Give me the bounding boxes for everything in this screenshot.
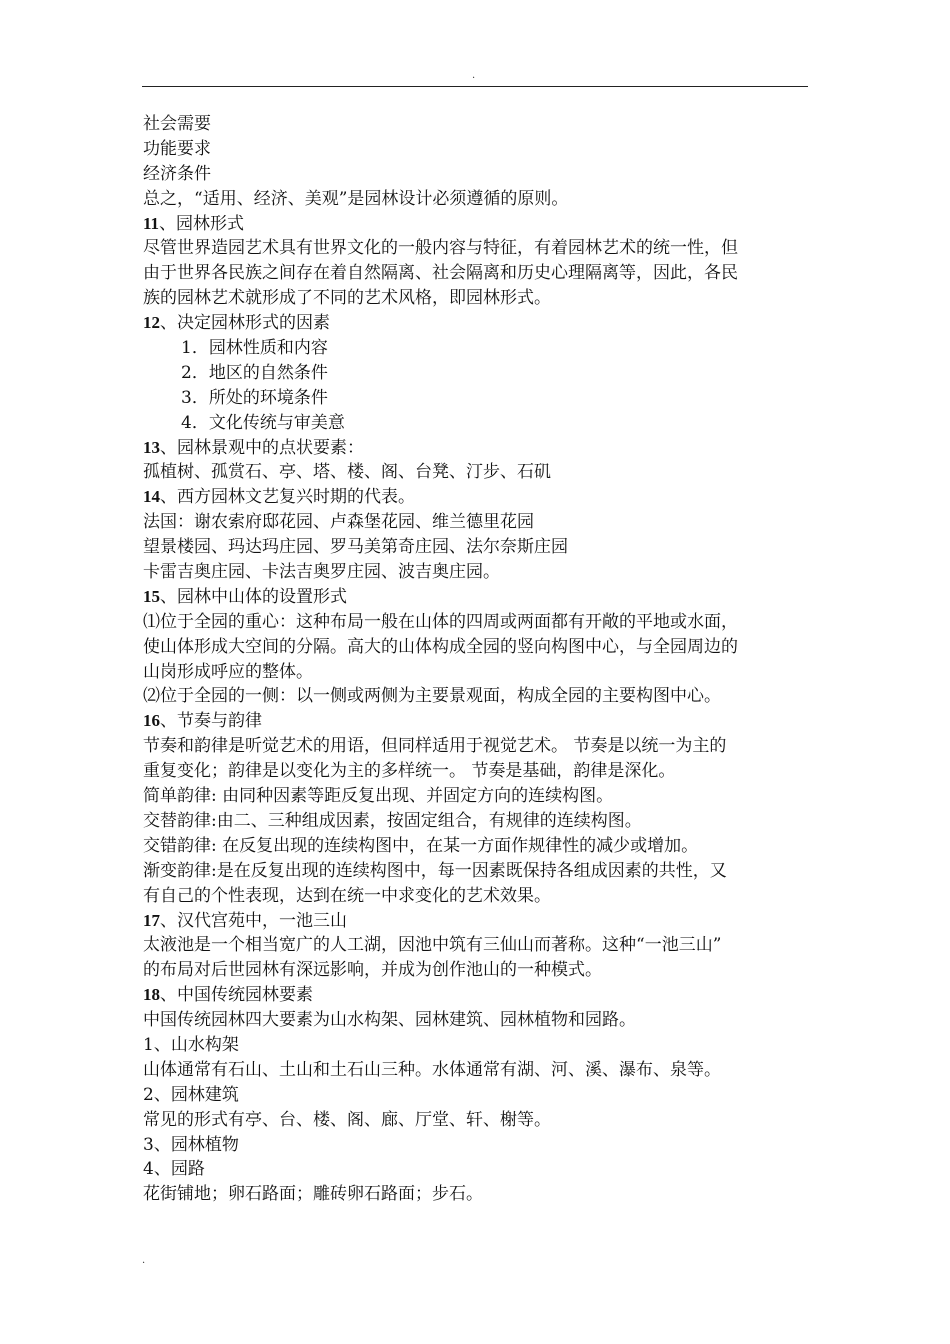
line-text: 简单韵律: 由同种因素等距反复出现、并固定方向的连续构图。 xyxy=(143,786,614,807)
line-text: 、西方园林文艺复兴时期的代表。 xyxy=(160,487,415,508)
line-text: 卡雷吉奥庄园、卡法吉奥罗庄园、波吉奥庄园。 xyxy=(143,562,500,583)
section-heading xyxy=(143,212,811,237)
text-line xyxy=(143,809,811,834)
text-line xyxy=(143,162,811,187)
section-number: 12 xyxy=(143,313,160,333)
text-line xyxy=(143,187,811,212)
line-text: 尽管世界造园艺术具有世界文化的一般内容与特征，有着园林艺术的统一性，但 xyxy=(143,238,738,259)
text-line xyxy=(143,1083,811,1108)
line-text: 有自己的个性表现，达到在统一中求变化的艺术效果。 xyxy=(143,885,551,906)
line-text: 常见的形式有亭、台、楼、阁、廊、厅堂、轩、榭等。 xyxy=(143,1109,551,1130)
text-line xyxy=(143,1182,811,1207)
line-text: 望景楼园、玛达玛庄园、罗马美第奇庄园、法尔奈斯庄园 xyxy=(143,537,568,558)
line-text: 2、园林建筑 xyxy=(143,1084,239,1105)
section-number: 18 xyxy=(143,985,160,1005)
line-text: 渐变韵律:是在反复出现的连续构图中，每一因素既保持各组成因素的共性，又 xyxy=(143,860,727,881)
list-item xyxy=(143,361,811,386)
text-line xyxy=(143,1008,811,1033)
line-text: 使山体形成大空间的分隔。高大的山体构成全园的竖向构图中心，与全园周边的 xyxy=(143,636,738,657)
line-text: 、中国传统园林要素 xyxy=(160,985,313,1006)
document-body xyxy=(143,112,811,1207)
line-text: ⑵位于全园的一侧：以一侧或两侧为主要景观面，构成全园的主要构图中心。 xyxy=(143,686,721,707)
text-line xyxy=(143,884,811,909)
line-text: 太液池是一个相当宽广的人工湖，因池中筑有三仙山而著称。这种“一池三山” xyxy=(143,935,722,956)
text-line xyxy=(143,759,811,784)
text-line xyxy=(143,834,811,859)
text-line xyxy=(143,784,811,809)
text-line xyxy=(143,734,811,759)
section-heading xyxy=(143,436,811,461)
text-line xyxy=(143,660,811,685)
text-line xyxy=(143,933,811,958)
line-text: 1、山水构架 xyxy=(143,1034,239,1055)
text-line xyxy=(143,560,811,585)
line-text: 山岗形成呼应的整体。 xyxy=(143,661,313,682)
section-heading xyxy=(143,709,811,734)
text-line xyxy=(143,610,811,635)
text-line xyxy=(143,1033,811,1058)
line-text: 法国：谢农索府邸花园、卢森堡花园、维兰德里花园 xyxy=(143,512,534,533)
line-text: 社会需要 xyxy=(143,114,211,134)
line-text: 孤植树、孤赏石、亭、塔、楼、阁、台凳、汀步、石矶 xyxy=(143,462,551,483)
header-mark: . xyxy=(472,70,476,81)
header-rule xyxy=(142,86,808,87)
section-heading xyxy=(143,909,811,934)
section-heading xyxy=(143,585,811,610)
line-text: 由于世界各民族之间存在着自然隔离、社会隔离和历史心理隔离等，因此，各民 xyxy=(143,263,738,284)
line-text: ⑴位于全园的重心：这种布局一般在山体的四周或两面都有开敞的平地或水面， xyxy=(143,611,738,632)
section-heading xyxy=(143,485,811,510)
text-line xyxy=(143,684,811,709)
text-line xyxy=(143,510,811,535)
list-item xyxy=(143,336,811,361)
line-text: 、园林景观中的点状要素： xyxy=(160,437,364,458)
text-line xyxy=(143,859,811,884)
text-line xyxy=(143,1108,811,1133)
line-text: 经济条件 xyxy=(143,163,211,184)
line-text: 3．所处的环境条件 xyxy=(181,387,328,408)
line-text: 、园林中山体的设置形式 xyxy=(160,586,347,607)
line-text: 花街铺地；卵石路面；雕砖卵石路面；步石。 xyxy=(143,1184,483,1205)
text-line xyxy=(143,1058,811,1083)
section-number: 14 xyxy=(143,487,160,507)
line-text: 族的园林艺术就形成了不同的艺术风格，即园林形式。 xyxy=(143,288,551,309)
line-text: 、汉代宫苑中，一池三山 xyxy=(160,910,347,931)
line-text: 3、园林植物 xyxy=(143,1134,239,1155)
text-line xyxy=(143,137,811,162)
text-line xyxy=(143,1157,811,1182)
text-line xyxy=(143,236,811,261)
text-line xyxy=(143,286,811,311)
line-text: 4．文化传统与审美意 xyxy=(181,412,345,433)
section-number: 13 xyxy=(143,437,160,457)
text-line xyxy=(143,1133,811,1158)
line-text: 、决定园林形式的因素 xyxy=(160,313,330,334)
section-number: 16 xyxy=(143,711,160,731)
line-text: 重复变化；韵律是以变化为主的多样统一。 节奏是基础，韵律是深化。 xyxy=(143,761,676,782)
section-heading xyxy=(143,983,811,1008)
footer-mark: . xyxy=(142,1255,146,1266)
list-item xyxy=(143,386,811,411)
line-text: 1．园林性质和内容 xyxy=(181,338,328,359)
text-line xyxy=(143,261,811,286)
section-number: 17 xyxy=(143,910,160,930)
line-text: 4、园路 xyxy=(143,1159,205,1180)
text-line xyxy=(143,635,811,660)
text-line xyxy=(143,112,811,137)
line-text: 、节奏与韵律 xyxy=(160,711,262,732)
line-text: 节奏和韵律是听觉艺术的用语，但同样适用于视觉艺术。 节奏是以统一为主的 xyxy=(143,736,727,757)
line-text: 功能要求 xyxy=(143,138,211,159)
text-line xyxy=(143,958,811,983)
line-text: 2．地区的自然条件 xyxy=(181,362,328,383)
section-number: 15 xyxy=(143,586,160,606)
list-item xyxy=(143,411,811,436)
line-text: 总之，“适用、经济、美观”是园林设计必须遵循的原则。 xyxy=(143,188,569,209)
line-text: 山体通常有石山、土山和土石山三种。水体通常有湖、河、溪、瀑布、泉等。 xyxy=(143,1059,721,1080)
section-heading xyxy=(143,311,811,336)
line-text: 交替韵律:由二、三种组成因素，按固定组合，有规律的连续构图。 xyxy=(143,810,642,831)
text-line xyxy=(143,535,811,560)
line-text: 中国传统园林四大要素为山水构架、园林建筑、园林植物和园路。 xyxy=(143,1010,636,1031)
line-text: 的布局对后世园林有深远影响，并成为创作池山的一种模式。 xyxy=(143,960,602,981)
text-line xyxy=(143,460,811,485)
section-number: 11 xyxy=(143,213,160,233)
line-text: 交错韵律: 在反复出现的连续构图中，在某一方面作规律性的减少或增加。 xyxy=(143,835,699,856)
line-text: 、园林形式 xyxy=(159,213,245,234)
